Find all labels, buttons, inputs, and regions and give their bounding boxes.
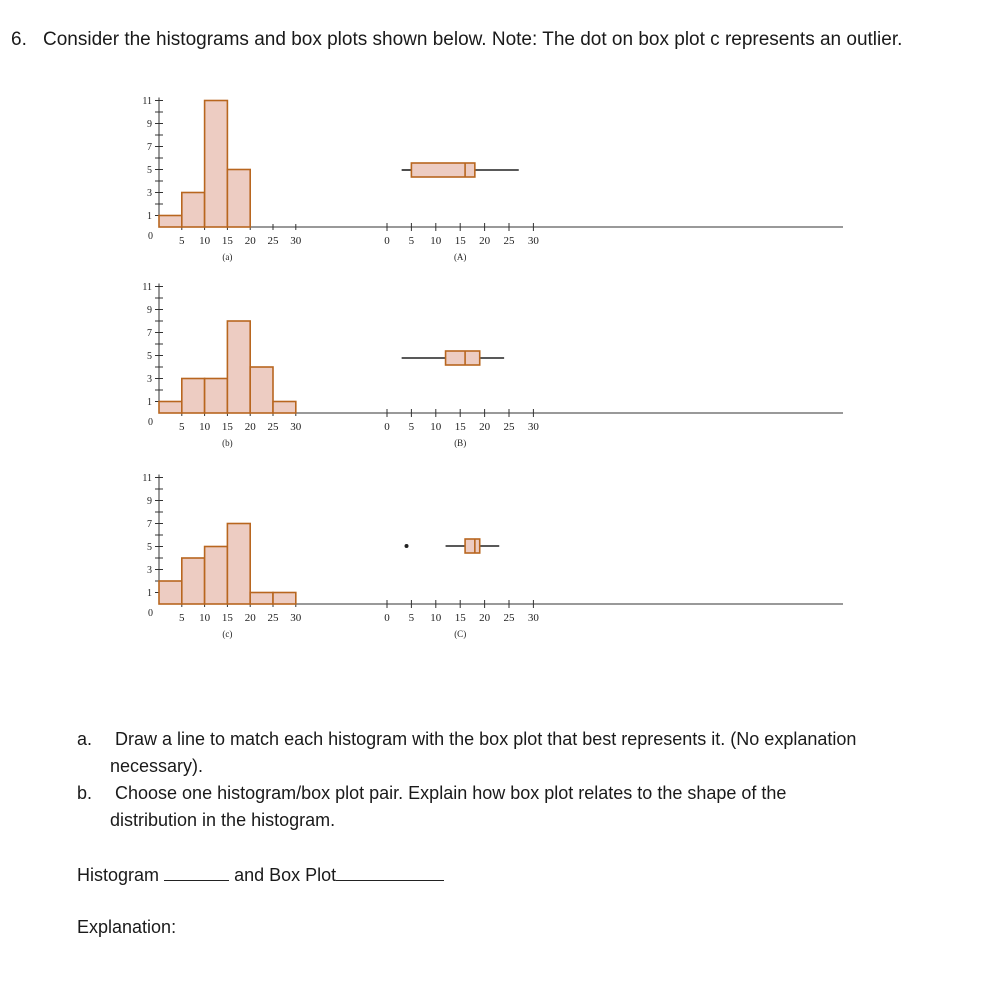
part-b-letter: b. xyxy=(77,783,93,803)
histogram-caption-c: (c) xyxy=(222,629,233,639)
box-axis-tick-label-C: 20 xyxy=(479,612,491,624)
histogram-bar-b xyxy=(250,367,273,413)
x-tick-label-c: 15 xyxy=(221,612,233,624)
y-tick-label-b: 5 xyxy=(147,351,152,362)
y-tick-label-c: 0 xyxy=(148,608,153,619)
x-tick-label-a: 10 xyxy=(199,235,211,247)
part-a-letter: a. xyxy=(77,729,93,749)
y-tick-label-c: 7 xyxy=(147,519,152,530)
histogram-bar-a xyxy=(182,193,205,228)
x-tick-label-c: 30 xyxy=(290,612,302,624)
histogram-bar-c xyxy=(250,593,273,605)
x-tick-label-c: 25 xyxy=(267,612,279,624)
box-axis-tick-label-A: 15 xyxy=(454,235,466,247)
y-tick-label-c: 3 xyxy=(147,565,152,576)
explanation-label: Explanation: xyxy=(77,917,177,937)
box-axis-tick-label-A: 5 xyxy=(408,235,415,247)
box-axis-tick-label-B: 30 xyxy=(527,421,539,433)
y-tick-label-a: 0 xyxy=(148,231,153,242)
y-tick-label-a: 11 xyxy=(142,96,152,107)
box-axis-tick-label-B: 25 xyxy=(503,421,515,433)
part-a xyxy=(77,726,967,780)
part-b-text-line2: distribution in the histogram. xyxy=(110,810,336,830)
box-axis-tick-label-B: 10 xyxy=(430,421,442,433)
y-tick-label-a: 9 xyxy=(147,119,152,130)
histogram-caption-a: (a) xyxy=(222,252,233,262)
box-axis-tick-label-B: 15 xyxy=(454,421,466,433)
box-axis-tick-label-A: 0 xyxy=(384,235,390,247)
box-caption-C: (C) xyxy=(454,629,467,639)
x-tick-label-a: 5 xyxy=(179,235,185,247)
y-tick-label-c: 5 xyxy=(147,542,152,553)
box-axis-tick-label-C: 25 xyxy=(503,612,515,624)
box-axis-tick-label-C: 30 xyxy=(527,612,539,624)
box-iqr-B xyxy=(446,351,480,365)
histogram-bar-c xyxy=(273,593,296,605)
y-tick-label-a: 5 xyxy=(147,165,152,176)
y-tick-label-a: 3 xyxy=(147,188,152,199)
histogram-bar-c xyxy=(159,581,182,604)
x-tick-label-a: 30 xyxy=(290,235,302,247)
histogram-caption-b: (b) xyxy=(222,438,233,448)
part-a-text-line1: Draw a line to match each histogram with the box plot that best represents it. (No explanation xyxy=(115,729,857,749)
y-tick-label-b: 1 xyxy=(147,397,152,408)
question-text: Consider the histograms and box plots shown below. Note: The dot on box plot c represents an outlier. xyxy=(43,29,903,50)
box-axis-tick-label-B: 0 xyxy=(384,421,390,433)
box-axis-tick-label-A: 30 xyxy=(527,235,539,247)
y-tick-label-b: 0 xyxy=(148,417,153,428)
histogram-label: Histogram xyxy=(77,865,160,885)
x-tick-label-b: 25 xyxy=(267,421,279,433)
box-iqr-C xyxy=(465,539,480,553)
box-axis-tick-label-B: 20 xyxy=(479,421,491,433)
x-tick-label-b: 15 xyxy=(221,421,233,433)
y-tick-label-b: 11 xyxy=(142,282,152,293)
x-tick-label-a: 15 xyxy=(221,235,233,247)
box-axis-tick-label-A: 20 xyxy=(479,235,491,247)
answer-row xyxy=(77,862,444,886)
histogram-bar-c xyxy=(227,524,250,605)
y-tick-label-c: 1 xyxy=(147,588,152,599)
y-tick-label-c: 9 xyxy=(147,496,152,507)
histogram-bar-a xyxy=(159,216,182,228)
histogram-bar-b xyxy=(182,379,205,414)
question-number: 6. xyxy=(11,29,27,50)
y-tick-label-c: 11 xyxy=(142,473,152,484)
box-axis-tick-label-C: 10 xyxy=(430,612,442,624)
boxplot-label: and Box Plot xyxy=(234,865,337,885)
x-tick-label-a: 20 xyxy=(244,235,256,247)
histogram-bar-b xyxy=(159,402,182,414)
box-axis-tick-label-C: 5 xyxy=(408,612,415,624)
boxplot-answer-blank[interactable] xyxy=(336,862,444,881)
x-tick-label-b: 30 xyxy=(290,421,302,433)
part-b xyxy=(77,780,967,834)
x-tick-label-b: 10 xyxy=(199,421,211,433)
box-axis-tick-label-B: 5 xyxy=(408,421,415,433)
x-tick-label-b: 20 xyxy=(244,421,256,433)
box-axis-tick-label-A: 10 xyxy=(430,235,442,247)
histogram-answer-blank[interactable] xyxy=(164,862,229,881)
box-outlier-C xyxy=(405,544,409,548)
part-b-text-line1: Choose one histogram/box plot pair. Explain how box plot relates to the shape of the xyxy=(115,783,787,803)
y-tick-label-b: 3 xyxy=(147,374,152,385)
y-tick-label-b: 7 xyxy=(147,328,152,339)
x-tick-label-c: 10 xyxy=(199,612,211,624)
y-tick-label-b: 9 xyxy=(147,305,152,316)
histogram-bar-b xyxy=(227,321,250,413)
x-tick-label-c: 20 xyxy=(244,612,256,624)
part-a-text-line2: necessary). xyxy=(110,756,204,776)
histogram-bar-b xyxy=(273,402,296,414)
histogram-bar-c xyxy=(205,547,228,605)
box-caption-B: (B) xyxy=(454,438,467,448)
histogram-bar-c xyxy=(182,558,205,604)
histogram-bar-b xyxy=(205,379,228,414)
y-tick-label-a: 1 xyxy=(147,211,152,222)
histogram-bar-a xyxy=(227,170,250,228)
histogram-bar-a xyxy=(205,101,228,228)
x-tick-label-c: 5 xyxy=(179,612,185,624)
box-caption-A: (A) xyxy=(453,252,467,262)
box-axis-tick-label-C: 0 xyxy=(384,612,390,624)
box-axis-tick-label-C: 15 xyxy=(454,612,466,624)
x-tick-label-a: 25 xyxy=(267,235,279,247)
box-axis-tick-label-A: 25 xyxy=(503,235,515,247)
y-tick-label-a: 7 xyxy=(147,142,152,153)
x-tick-label-b: 5 xyxy=(179,421,185,433)
